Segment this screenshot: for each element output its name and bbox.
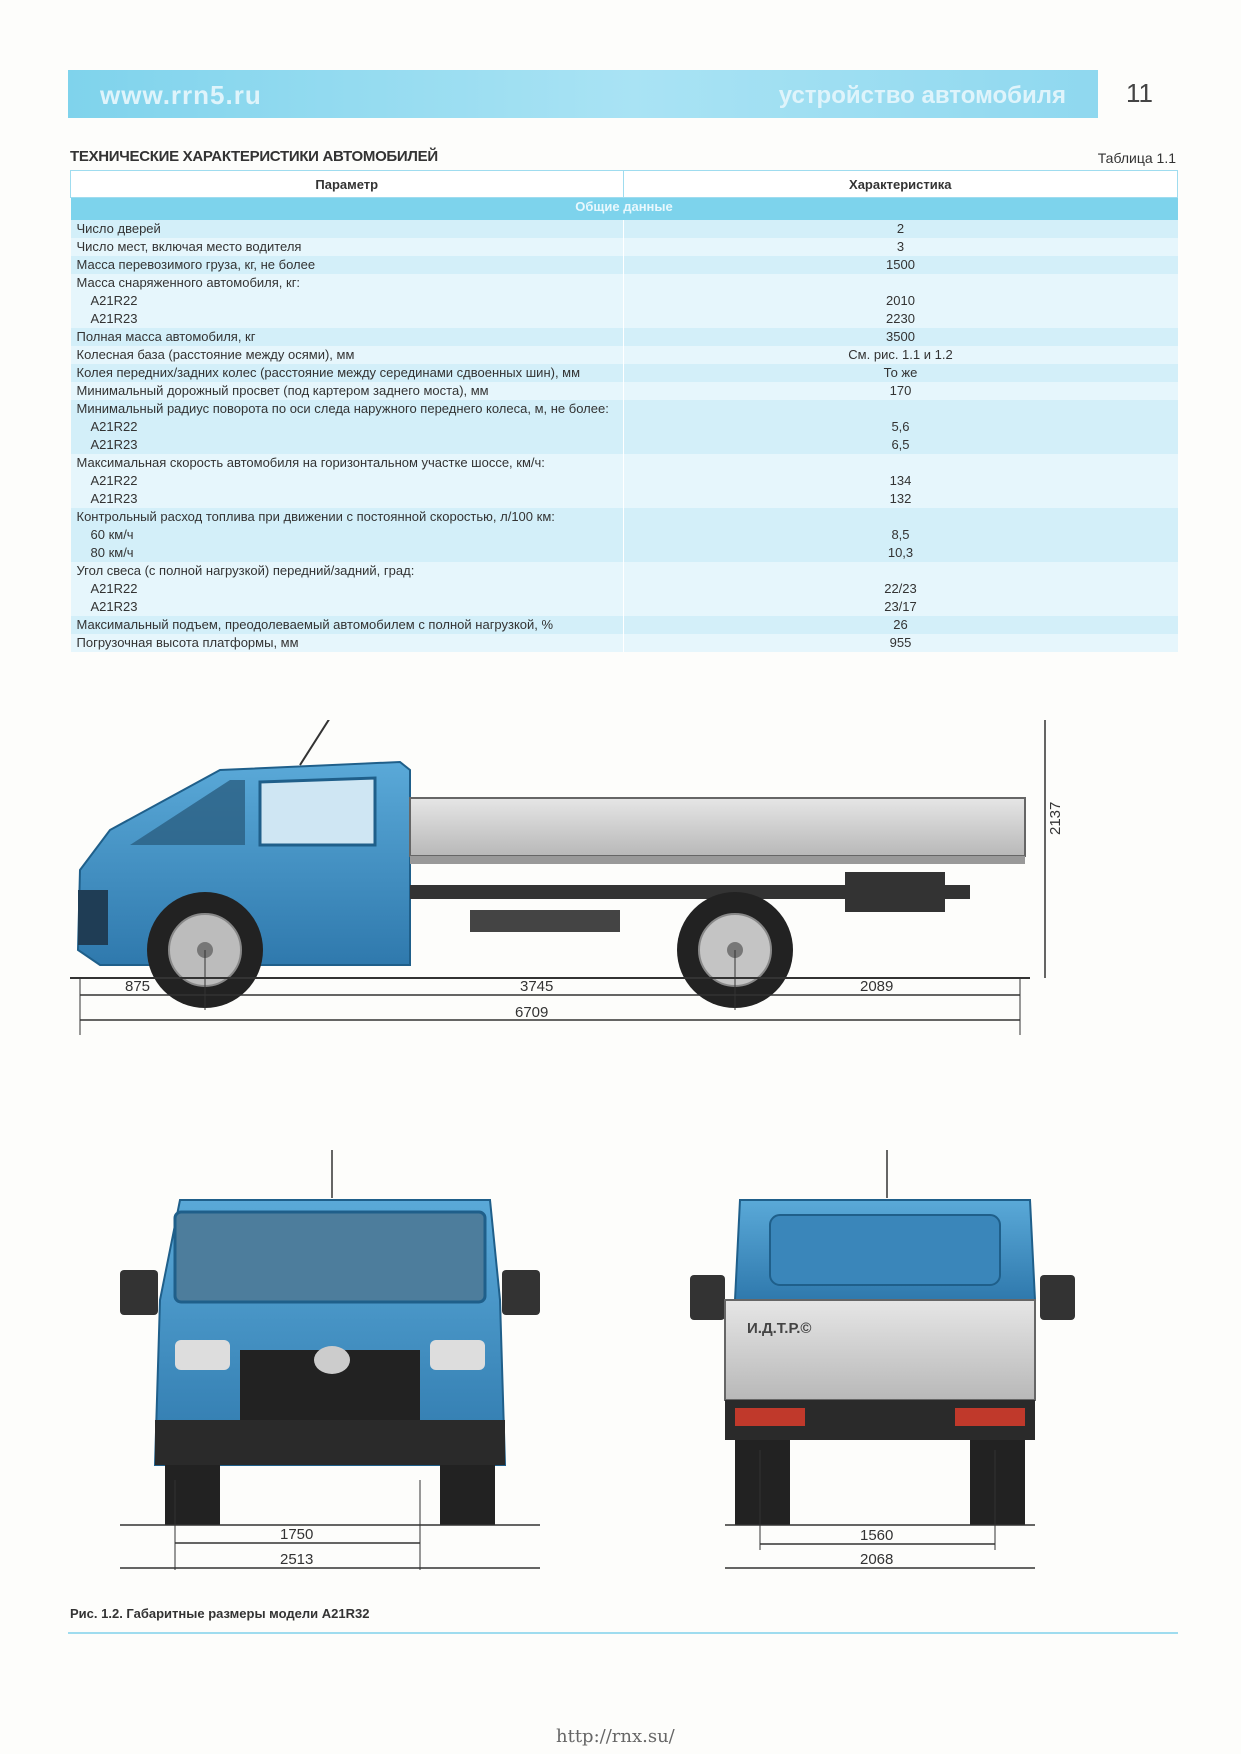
table-row (71, 400, 1178, 454)
figure-caption: Рис. 1.2. Габаритные размеры модели A21R32 (70, 1606, 370, 1621)
param-cell (71, 508, 624, 562)
param-label: Контрольный расход топлива при движении с постоянной скоростью, л/100 км: (76, 509, 555, 524)
value-cell (623, 274, 1178, 328)
value-sub: 5,6 (891, 419, 910, 434)
table-row (71, 238, 1178, 256)
param-cell (71, 364, 624, 382)
table-row (71, 616, 1178, 634)
dim-height: 2137 (1047, 801, 1064, 835)
table-row (71, 346, 1178, 364)
param-cell (71, 616, 624, 634)
param-sub-label: A21R23 (90, 437, 138, 452)
value-cell (623, 382, 1178, 400)
param-sub-label: A21R22 (90, 293, 138, 308)
param-cell (71, 274, 624, 328)
param-label: Число мест, включая место водителя (76, 239, 302, 254)
spec-table (70, 170, 1178, 652)
cargo-bed (410, 798, 1025, 856)
param-label: Максимальный подъем, преодолеваемый автомобилем с полной нагрузкой, % (76, 617, 554, 632)
side-view-drawing (70, 720, 1180, 1150)
value-sub: 134 (889, 473, 912, 488)
value-cell (623, 634, 1178, 652)
param-label: Угол свеса (с полной нагрузкой) передний/задний, град: (76, 563, 415, 578)
table-row (71, 274, 1178, 328)
value-cell (623, 562, 1178, 616)
value-cell (623, 238, 1178, 256)
param-label: Максимальная скорость автомобиля на горизонтальном участке шоссе, км/ч: (76, 455, 545, 470)
param-sub-label: A21R23 (90, 599, 138, 614)
param-label: Минимальный радиус поворота по оси следа наружного переднего колеса, м, не более: (76, 401, 609, 416)
value-text: 3500 (886, 329, 915, 344)
value-cell (623, 364, 1178, 382)
side-window (260, 778, 375, 845)
rear-tailboard (725, 1300, 1035, 1400)
rear-view-drawing (690, 1150, 1100, 1590)
dim-front-width: 2513 (280, 1551, 314, 1568)
param-sub-label: A21R22 (90, 473, 138, 488)
param-cell (71, 328, 624, 346)
param-sub-label: A21R22 (90, 581, 138, 596)
dim-wheelbase: 3745 (520, 978, 554, 995)
value-sub: 23/17 (884, 599, 917, 614)
param-label: Колея передних/задних колес (расстояние между серединами сдвоенных шин), мм (76, 365, 581, 380)
param-sub-label: A21R23 (90, 311, 138, 326)
table-number: Таблица 1.1 (1097, 150, 1176, 166)
value-text: 26 (893, 617, 908, 632)
param-cell (71, 454, 624, 508)
param-label: Колесная база (расстояние между осями), мм (76, 347, 355, 362)
value-sub: 10,3 (887, 545, 914, 560)
dim-rear-width: 2068 (860, 1551, 894, 1568)
param-label: Масса снаряженного автомобиля, кг: (76, 275, 301, 290)
param-cell (71, 562, 624, 616)
value-text: 1500 (886, 257, 915, 272)
rear-badge: И.Д.Т.Р.© (747, 1320, 812, 1337)
col-header-value: Характеристика (623, 171, 1178, 198)
param-cell (71, 382, 624, 400)
table-row (71, 454, 1178, 508)
value-sub: 2010 (886, 293, 915, 308)
param-label: Полная масса автомобиля, кг (76, 329, 256, 344)
caption-divider (68, 1632, 1178, 1634)
front-view-drawing (120, 1150, 550, 1590)
dim-rear-overhang: 2089 (860, 978, 894, 995)
table-row (71, 634, 1178, 652)
table-row (71, 220, 1178, 238)
value-text: 3 (896, 239, 905, 254)
header-site: www.rrn5.ru (100, 80, 262, 110)
dim-front-overhang: 875 (125, 978, 151, 995)
dim-front-track: 1750 (280, 1526, 314, 1543)
value-cell (623, 220, 1178, 238)
table-row (71, 562, 1178, 616)
param-cell (71, 256, 624, 274)
header-section: устройство автомобиля (778, 82, 1066, 109)
value-text: То же (883, 365, 918, 380)
table-row (71, 382, 1178, 400)
table-row (71, 508, 1178, 562)
value-cell (623, 454, 1178, 508)
value-cell (623, 508, 1178, 562)
value-sub: 6,5 (891, 437, 910, 452)
value-cell (623, 400, 1178, 454)
value-cell (623, 256, 1178, 274)
param-cell (71, 220, 624, 238)
value-text: 955 (889, 635, 912, 650)
param-label: Погрузочная высота платформы, мм (76, 635, 299, 650)
param-cell (71, 634, 624, 652)
value-cell (623, 616, 1178, 634)
value-sub: 8,5 (891, 527, 910, 542)
param-label: Минимальный дорожный просвет (под картером заднего моста), мм (76, 383, 489, 398)
value-text: См. рис. 1.1 и 1.2 (848, 347, 953, 362)
param-cell (71, 346, 624, 364)
param-cell (71, 238, 624, 256)
value-text: 2 (896, 221, 905, 236)
param-sub-label: A21R23 (90, 491, 138, 506)
param-sub-label: 60 км/ч (90, 527, 134, 542)
param-cell (71, 400, 624, 454)
value-sub: 2230 (886, 311, 915, 326)
param-label: Число дверей (76, 221, 161, 236)
page-number: 11 (1126, 78, 1153, 108)
value-cell (623, 346, 1178, 364)
group-label: Общие данные (71, 198, 1178, 221)
table-row (71, 328, 1178, 346)
table-row (71, 364, 1178, 382)
table-title: ТЕХНИЧЕСКИЕ ХАРАКТЕРИСТИКИ АВТОМОБИЛЕЙ (70, 148, 438, 165)
value-cell (623, 328, 1178, 346)
table-row (71, 256, 1178, 274)
dim-rear-track: 1560 (860, 1527, 894, 1544)
param-sub-label: A21R22 (90, 419, 138, 434)
footer-url[interactable]: http://rnx.su/ (556, 1726, 675, 1747)
col-header-param: Параметр (71, 171, 624, 198)
value-text: 170 (889, 383, 912, 398)
param-label: Масса перевозимого груза, кг, не более (76, 257, 316, 272)
value-sub: 132 (889, 491, 912, 506)
dim-length: 6709 (515, 1004, 549, 1021)
value-sub: 22/23 (884, 581, 917, 596)
param-sub-label: 80 км/ч (90, 545, 134, 560)
